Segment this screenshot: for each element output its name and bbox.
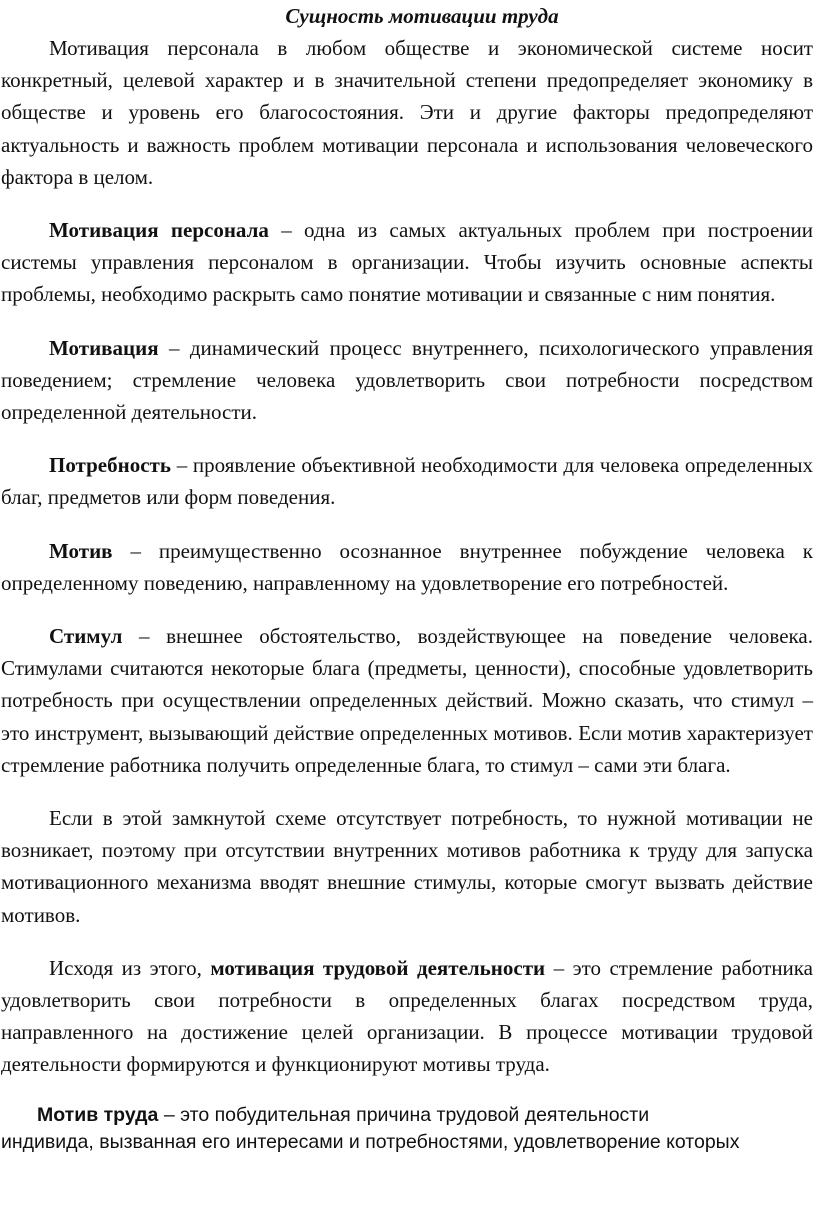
term-motive: Мотив: [49, 538, 113, 563]
term-stimulus: Стимул: [49, 624, 123, 649]
definition-motive: – преимущественно осознанное внутреннее побуждение человека к определенному поведению, направленному на удовлетворение его потребностей.: [1, 538, 813, 595]
paragraph-personnel-motivation: [1, 214, 813, 311]
paragraph-stimulus: [1, 620, 813, 781]
paragraph-motive: [1, 535, 813, 599]
paragraph-motivation: [1, 332, 813, 429]
paragraph-labor-motivation: [1, 952, 813, 1081]
paragraph-intro: [1, 32, 813, 193]
paragraph-labor-motive: [1, 1102, 741, 1156]
definition-labor-motive: – это побудительная причина трудовой деятельности индивида, вызванная его интересами и потребностями, удовлетворение которых: [1, 1103, 740, 1153]
definition-personnel-motivation: – одна из самых актуальных проблем при построении системы управления персоналом в организации. Чтобы изучить основные аспекты проблемы, необходимо раскрыть само понятие мотивации и связанные с ним понятия.: [1, 218, 813, 307]
definition-labor-motivation: – это стремление работника удовлетворить свои потребности в определенных благах посредством труда, направленного на достижение целей организации. В процессе мотивации трудовой деятельности формируются и функционируют мотивы труда.: [1, 955, 814, 1077]
definition-stimulus: – внешнее обстоятельство, воздействующее на поведение человека. Стимулами считаются некоторые блага (предметы, ценности), способные удовлетворить потребность при осуществлении определенных действий. Можно сказать, что стимул – это инструмент, вызывающий действие определенных мотивов. Если мотив характеризует стремление работника получить определенные блага, то стимул – сами эти блага.: [1, 624, 813, 777]
term-labor-motive: Мотив труда: [37, 1103, 159, 1126]
term-labor-motivation: мотивация трудовой деятельности: [210, 955, 546, 980]
paragraph-closed-scheme: [1, 802, 813, 931]
definition-motivation: – динамический процесс внутреннего, психологического управления поведением; стремление человека удовлетворить свои потребности посредством определенной деятельности.: [1, 335, 813, 425]
paragraph-need: [1, 449, 813, 513]
paragraph-intro-text: Мотивация персонала в любом обществе и экономической системе носит конкретный, целевой характер и в значительной степени предопределяет экономику в обществе и уровень его благосостояния. Эти и другие факторы предопределяют актуальность и важность проблем мотивации персонала и использования человеческого фактора в целом.: [1, 36, 813, 189]
term-need: Потребность: [49, 453, 171, 478]
labor-motivation-lead: Исходя из этого,: [49, 955, 211, 980]
term-personnel-motivation: Мотивация персонала: [49, 218, 269, 243]
term-motivation: Мотивация: [49, 335, 159, 360]
definition-need: – проявление объективной необходимости для человека определенных благ, предметов или форм поведения.: [1, 453, 813, 510]
paragraph-closed-scheme-text: Если в этой замкнутой схеме отсутствует потребность, то нужной мотивации не возникает, поэтому при отсутствии внутренних мотивов работника к труду для запуска мотивационного механизма вводят внешние стимулы, которые смогут вызвать действие мотивов.: [1, 806, 813, 927]
document-title: Сущность мотивации труда: [285, 4, 559, 28]
